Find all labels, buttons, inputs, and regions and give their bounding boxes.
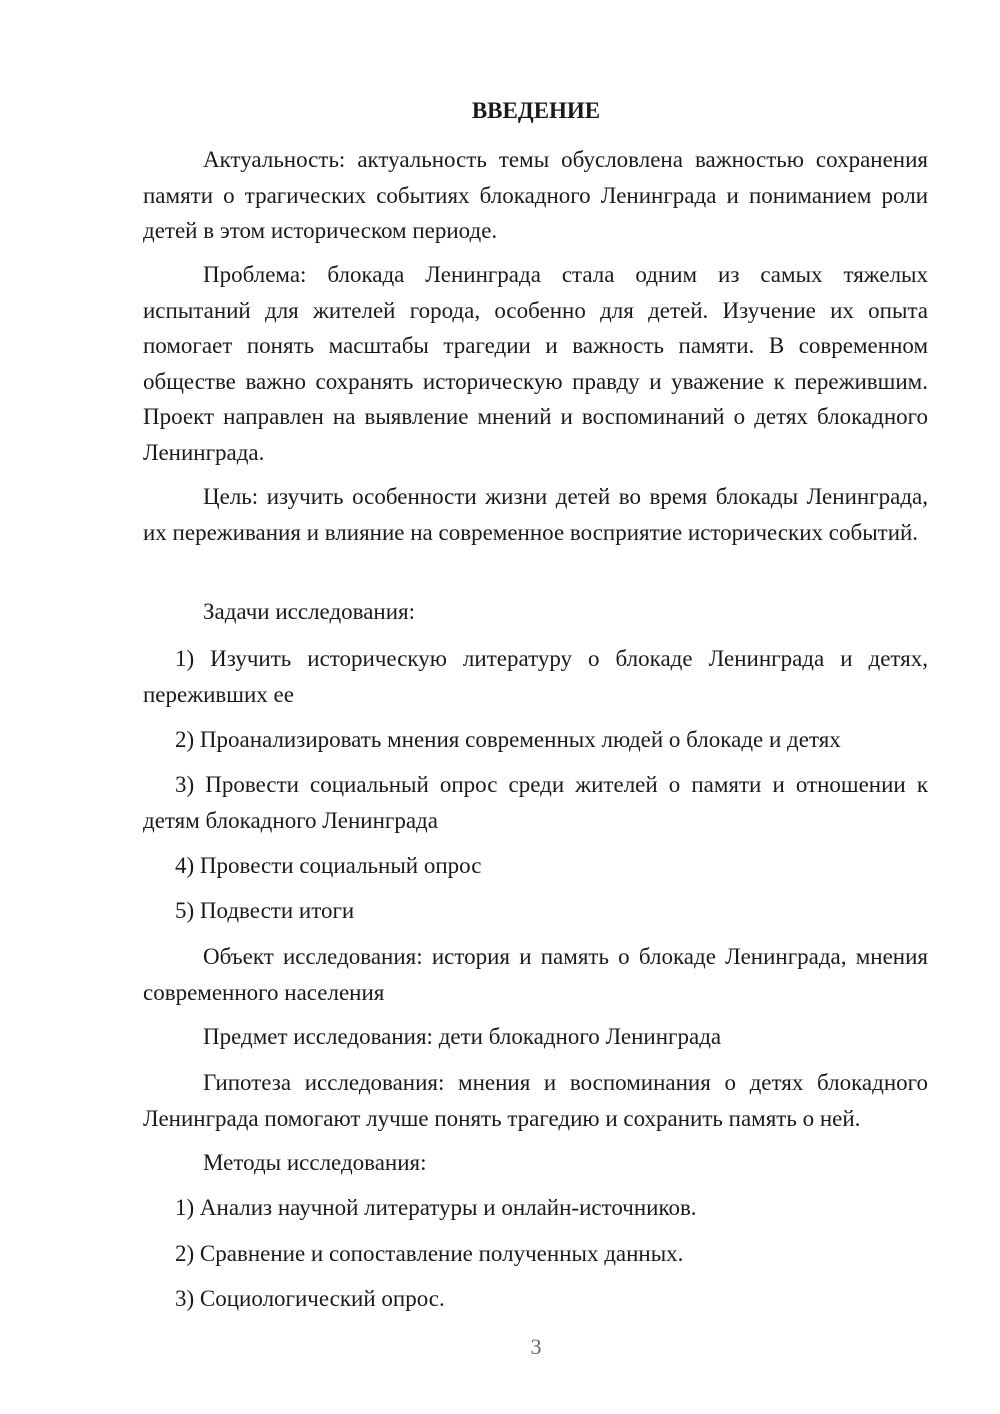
- page-number: 3: [530, 1334, 542, 1359]
- task-item-5: 5) Подвести итоги: [175, 898, 355, 923]
- methods-heading: Методы исследования:: [203, 1150, 427, 1175]
- relevance-paragraph: Актуальность: актуальность темы обусловлена важностью сохранения памяти о трагических событиях блокадного Ленинграда и пониманием роли детей в этом историческом периоде.: [143, 147, 928, 243]
- method-item-2: 2) Сравнение и сопоставление полученных данных.: [175, 1241, 684, 1266]
- tasks-heading: Задачи исследования:: [203, 599, 416, 624]
- goal-paragraph: Цель: изучить особенности жизни детей во время блокады Ленинграда, их переживания и влияние на современное восприятие исторических событий.: [143, 484, 928, 545]
- object-paragraph: Объект исследования: история и память о блокаде Ленинграда, мнения современного населения: [143, 944, 928, 1005]
- task-item-3: 3) Провести социальный опрос среди жителей о памяти и отношении к детям блокадного Ленинграда: [143, 772, 928, 833]
- method-item-3: 3) Социологический опрос.: [175, 1286, 445, 1311]
- method-item-1: 1) Анализ научной литературы и онлайн-источников.: [175, 1195, 697, 1220]
- task-item-2: 2) Проанализировать мнения современных людей о блокаде и детях: [175, 727, 841, 752]
- subject-paragraph: Предмет исследования: дети блокадного Ленинграда: [203, 1024, 722, 1049]
- problem-paragraph: Проблема: блокада Ленинграда стала одним из самых тяжелых испытаний для жителей города, особенно для детей. Изучение их опыта помогает понять масштабы трагедии и важность памяти. В современном обществе важно сохранять историческую правду и уважение к пережившим. Проект направлен на выявление мнений и воспоминаний о детях блокадного Ленинграда.: [143, 262, 928, 465]
- hypothesis-paragraph: Гипотеза исследования: мнения и воспоминания о детях блокадного Ленинграда помогают лучше понять трагедию и сохранить память о ней.: [143, 1070, 928, 1131]
- task-item-4: 4) Провести социальный опрос: [175, 853, 482, 878]
- task-item-1: 1) Изучить историческую литературу о блокаде Ленинграда и детях, переживших ее: [143, 646, 928, 707]
- page-title: ВВЕДЕНИЕ: [471, 98, 601, 123]
